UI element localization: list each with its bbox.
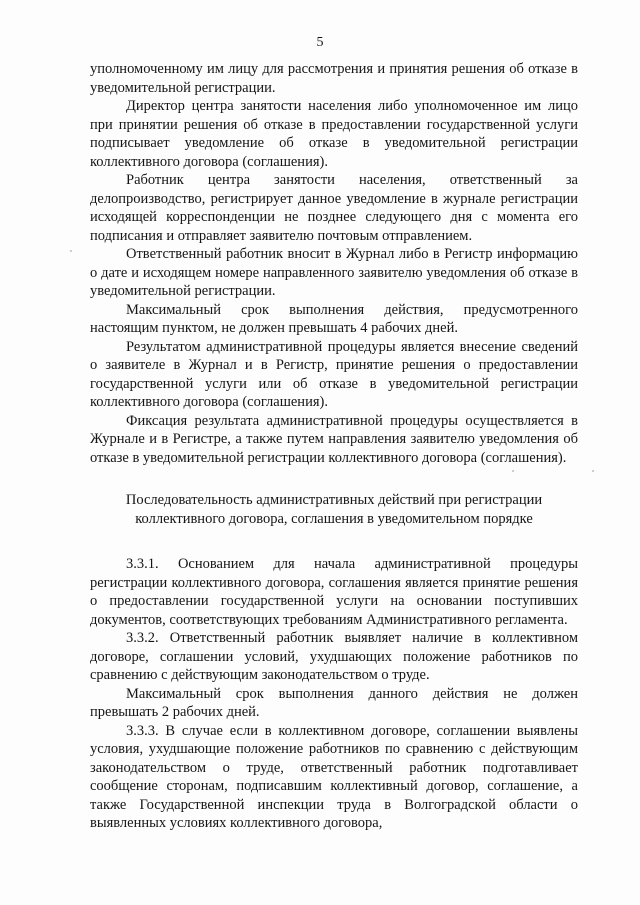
- paragraph-1: уполномоченному им лицу для рассмотрения и принятия решения об отказе в уведомительной регистрации.: [90, 61, 578, 96]
- paragraph-3: Работник центра занятости населения, ответственный за делопроизводство, регистрирует данное уведомление в журнале регистрации исходящей корреспонденции не позднее следующего дня с момента его подписания и отправляет заявителю почтовым отправлением.: [90, 172, 578, 244]
- scan-speck: [512, 470, 514, 472]
- scan-speck: [70, 250, 72, 252]
- paragraph-4: Ответственный работник вносит в Журнал либо в Регистр информацию о дате и исходящем номере направленного заявителю уведомления об отказе в уведомительной регистрации.: [90, 246, 578, 299]
- paragraph-6: Результатом административной процедуры является внесение сведений о заявителе в Журнал и в Регистр, принятие решения о предоставлении государственной услуги или об отказе в уведомительной регистрации коллективного договора (соглашения).: [90, 338, 578, 410]
- page-number: 5: [316, 35, 324, 50]
- paragraph-3-3-3: 3.3.3. В случае если в коллективном договоре, соглашении выявлены условия, ухудшающие положение работников по сравнению с действующим законодательством о труде, ответственный работник подготавливает сообщение сторонам, подписавшим коллективный договор, соглашение, а также Государственной инспекции труда в Волгоградской области о выявленных условиях коллективного договора,: [90, 722, 578, 831]
- paragraph-5: Максимальный срок выполнения действия, предусмотренного настоящим пунктом, не должен превышать 4 рабочих дней.: [90, 301, 578, 336]
- paragraph-3-3-1: 3.3.1. Основанием для начала административной процедуры регистрации коллективного договора, соглашения является принятие решения о предоставлении государственной услуги на основании поступивших документов, соответствующих требованиям Административного регламента.: [90, 556, 578, 628]
- paragraph-2: Директор центра занятости населения либо уполномоченное им лицо при принятии решения об отказе в предоставлении государственной услуги подписывает уведомление об отказе в уведомительной регистрации коллективного договора (соглашения).: [90, 98, 578, 170]
- scan-speck: [592, 470, 594, 472]
- section-heading: [90, 491, 578, 528]
- section-heading-line-1: Последовательность административных действий при регистрации: [125, 492, 543, 508]
- page-body: [90, 60, 578, 833]
- paragraph-3-3-2: 3.3.2. Ответственный работник выявляет наличие в коллективном договоре, соглашении условий, ухудшающих положение работников по сравнению с действующим законодательством о труде.: [90, 630, 578, 683]
- section-heading-line-2: коллективного договора, соглашения в уведомительном порядке: [135, 510, 533, 527]
- paragraph-7: Фиксация результата административной процедуры осуществляется в Журнале и в Регистре, а также путем направления заявителю уведомления об отказе в уведомительной регистрации коллективного договора (соглашения).: [90, 412, 578, 466]
- paragraph-max-term: Максимальный срок выполнения данного действия не должен превышать 2 рабочих дней.: [90, 685, 578, 720]
